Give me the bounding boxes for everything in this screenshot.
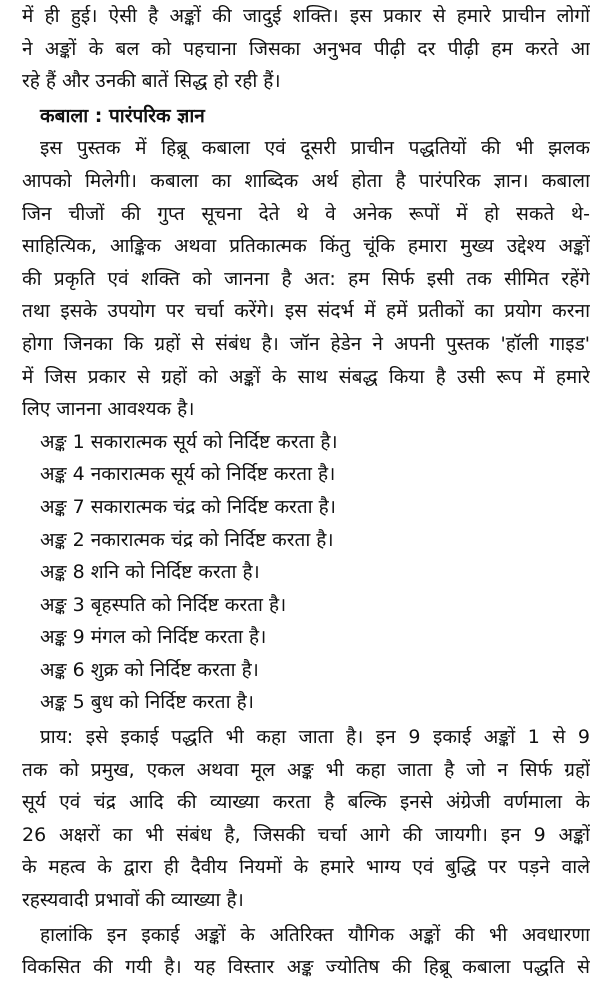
text-line: रहस्यवादी प्रभावों की व्याख्या है। <box>22 889 244 912</box>
section-heading: कबाला : पारंपरिक ज्ञान <box>40 104 205 127</box>
number-planet-list <box>22 426 590 719</box>
text-line: की प्रकृति एवं शक्ति को जानना है अत: हम सिर्फ इसी तक सीमित रहेंगे <box>22 267 590 290</box>
text-line: जिन चीजों की गुप्त सूचना देते थे वे अनेक रूपों में हो सकते थे- <box>22 202 590 225</box>
paragraph-1 <box>22 0 590 98</box>
text-line: हालांकि इन इकाई अङ्कों के अतिरिक्त यौगिक अङ्कों की भी अवधारणा <box>40 923 590 946</box>
text-line: लिए जानना आवश्यक है। <box>22 398 195 421</box>
text-line: 26 अक्षरों का भी संबंध है, जिसकी चर्चा आगे की जायगी। इन 9 अङ्कों <box>22 823 590 846</box>
book-page <box>22 0 590 984</box>
text-line: तथा इसके उपयोग पर चर्चा करेंगे। इस संदर्भ में हमें प्रतीकों का प्रयोग करना <box>22 300 590 323</box>
text-line: ने अङ्कों के बल को पहचाना जिसका अनुभव पीढ़ी दर पीढ़ी हम करते आ <box>22 37 590 60</box>
list-item: अङ्क 4 नकारात्मक सूर्य को निर्दिष्ट करता है। <box>40 463 336 486</box>
text-line: के महत्व के द्वारा ही दैवीय नियमों के हमारे भाग्य एवं बुद्धि पर पड़ने वाले <box>22 856 590 879</box>
list-item: अङ्क 3 बृहस्पति को निर्दिष्ट करता है। <box>40 593 287 616</box>
text-line: होगा जिनका कि ग्रहों से संबंध है। जॉन हेडेन ने अपनी पुस्तक 'हॉली गाइड' <box>22 332 590 355</box>
list-item: अङ्क 1 सकारात्मक सूर्य को निर्दिष्ट करता है। <box>40 430 338 453</box>
text-line: साहित्यिक, आङ्किक अथवा प्रतिकात्मक किंतु चूंकि हमारा मुख्य उद्देश्य अङ्कों <box>22 235 590 258</box>
text-line: इस पुस्तक में हिब्रू कबाला एवं दूसरी प्राचीन पद्धतियों की भी झलक <box>40 137 590 160</box>
paragraph-4 <box>22 919 590 984</box>
list-item: अङ्क 7 सकारात्मक चंद्र को निर्दिष्ट करता है। <box>40 495 336 518</box>
text-line: विकसित की गयी है। यह विस्तार अङ्क ज्योतिष की हिब्रू कबाला पद्धति से <box>22 956 590 979</box>
text-line: में ही हुई। ऐसी है अङ्कों की जादुई शक्ति। इस प्रकार से हमारे प्राचीन लोगों <box>22 5 590 27</box>
text-line: तक को प्रमुख, एकल अथवा मूल अङ्क भी कहा जाता है जो न सिर्फ ग्रहों <box>22 758 590 781</box>
text-line: सूर्य एवं चंद्र आदि की व्याख्या करता है बल्कि इनसे अंग्रेजी वर्णमाला के <box>22 791 590 814</box>
text-line: रहे हैं और उनकी बातें सिद्ध हो रही हैं। <box>22 70 281 93</box>
list-item: अङ्क 2 नकारात्मक चंद्र को निर्दिष्ट करता है। <box>40 528 334 551</box>
paragraph-2 <box>22 132 590 425</box>
paragraph-3 <box>22 721 590 917</box>
text-line: आपको मिलेगी। कबाला का शाब्दिक अर्थ होता है पारंपरिक ज्ञान। कबाला <box>22 169 590 192</box>
list-item: अङ्क 5 बुध को निर्दिष्ट करता है। <box>40 691 254 714</box>
list-item: अङ्क 6 शुक्र को निर्दिष्ट करता है। <box>40 658 259 681</box>
list-item: अङ्क 8 शनि को निर्दिष्ट करता है। <box>40 561 260 584</box>
text-line: प्राय: इसे इकाई पद्धति भी कहा जाता है। इन 9 इकाई अङ्कों 1 से 9 <box>40 726 590 749</box>
text-line: में जिस प्रकार से ग्रहों को अङ्कों के साथ संबद्ध किया है उसी रूप में हमारे <box>22 365 590 388</box>
list-item: अङ्क 9 मंगल को निर्दिष्ट करता है। <box>40 626 267 649</box>
